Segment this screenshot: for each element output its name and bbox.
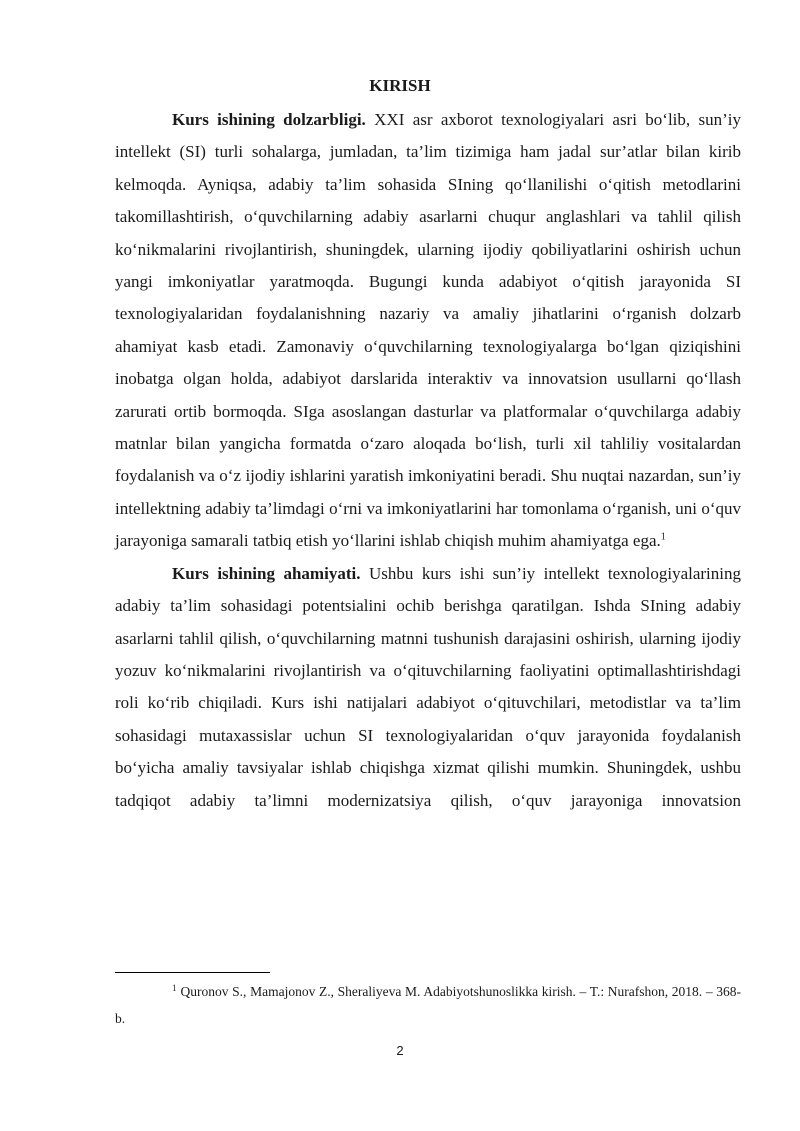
- footnote-reference[interactable]: 1: [660, 531, 666, 543]
- document-body: [115, 104, 741, 817]
- page-title: KIRISH: [369, 76, 431, 95]
- paragraph-text: Ushbu kurs ishi sun’iy intellekt texnologiyalarining adabiy ta’lim sohasidagi potentsialini ochib berishga qaratilgan. Ishda SIning adabiy asarlarni tahlil qilish, o‘quvchilarning matnni tushunish darajasini oshirish, ularning ijodiy yozuv ko‘nikmalarini rivojlantirish va o‘qituvchilarning faoliyatini optimallashtirishdagi roli ko‘rib chiqiladi. Kurs ishi natijalari adabiyot o‘qituvchilari, metodistlar va ta’lim sohasidagi mutaxassislar uchun SI texnologiyalaridan o‘quv jarayonida foydalanish bo‘yicha amaliy tavsiyalar ishlab chiqishga xizmat qilishi mumkin. Shuningdek, ushbu tadqiqot adabiy ta’limni modernizatsiya qilish, o‘quv jarayoniga innovatsion: [115, 563, 741, 810]
- footnote-text: Quronov S., Mamajonov Z., Sheraliyeva M. Adabiyotshunoslikka kirish. – T.: Nurafshon, 2018. – 368-b.: [115, 984, 741, 1026]
- footnote: [115, 978, 741, 1032]
- paragraph-text: XXI asr axborot texnologiyalari asri bo‘lib, sun’iy intellekt (SI) turli sohalarga, jumladan, ta’lim tizimiga ham jadal sur’atlar bilan kirib kelmoqda. Ayniqsa, adabiy ta’lim sohasida SIning qo‘llanilishi o‘qitish metodlarini takomillashtirish, o‘quvchilarning adabiy asarlarni chuqur anglashlari va tahlil qilish ko‘nikmalarini rivojlantirish, shuningdek, ularning ijodiy qobiliyatlarini oshirish uchun yangi imkoniyatlar yaratmoqda. Bugungi kunda adabiyot o‘qitish jarayonida SI texnologiyalaridan foydalanishning nazariy va amaliy jihatlarini o‘rganish dolzarb ahamiyat kasb etadi. Zamonaviy o‘quvchilarning texnologiyalarga bo‘lgan qiziqishini inobatga olgan holda, adabiyot darslarida interaktiv va innovatsion usullarni qo‘llash zarurati ortib bormoqda. SIga asoslangan dasturlar va platformalar o‘quvchilarga adabiy matnlar bilan yangicha formatda o‘zaro aloqada bo‘lish, turli xil tahliliy vositalardan foydalanish va o‘z ijodiy ishlarini yaratish imkoniyatini beradi. Shu nuqtai nazardan, sun’iy intellektning adabiy ta’limdagi o‘rni va imkoniyatlarini har tomonlama o‘rganish, uni o‘quv jarayoniga samarali tatbiq etish yo‘llarini ishlab chiqish muhim ahamiyatga ega.: [115, 110, 741, 551]
- paragraph-heading: Kurs ishining ahamiyati.: [172, 563, 361, 583]
- footnote-separator: [115, 972, 270, 973]
- paragraph-importance: [115, 558, 741, 817]
- footnote-number: 1: [172, 982, 177, 993]
- page-number: 2: [396, 1043, 404, 1058]
- paragraph-heading: Kurs ishining dolzarbligi.: [172, 110, 366, 129]
- paragraph-relevance: [115, 104, 741, 558]
